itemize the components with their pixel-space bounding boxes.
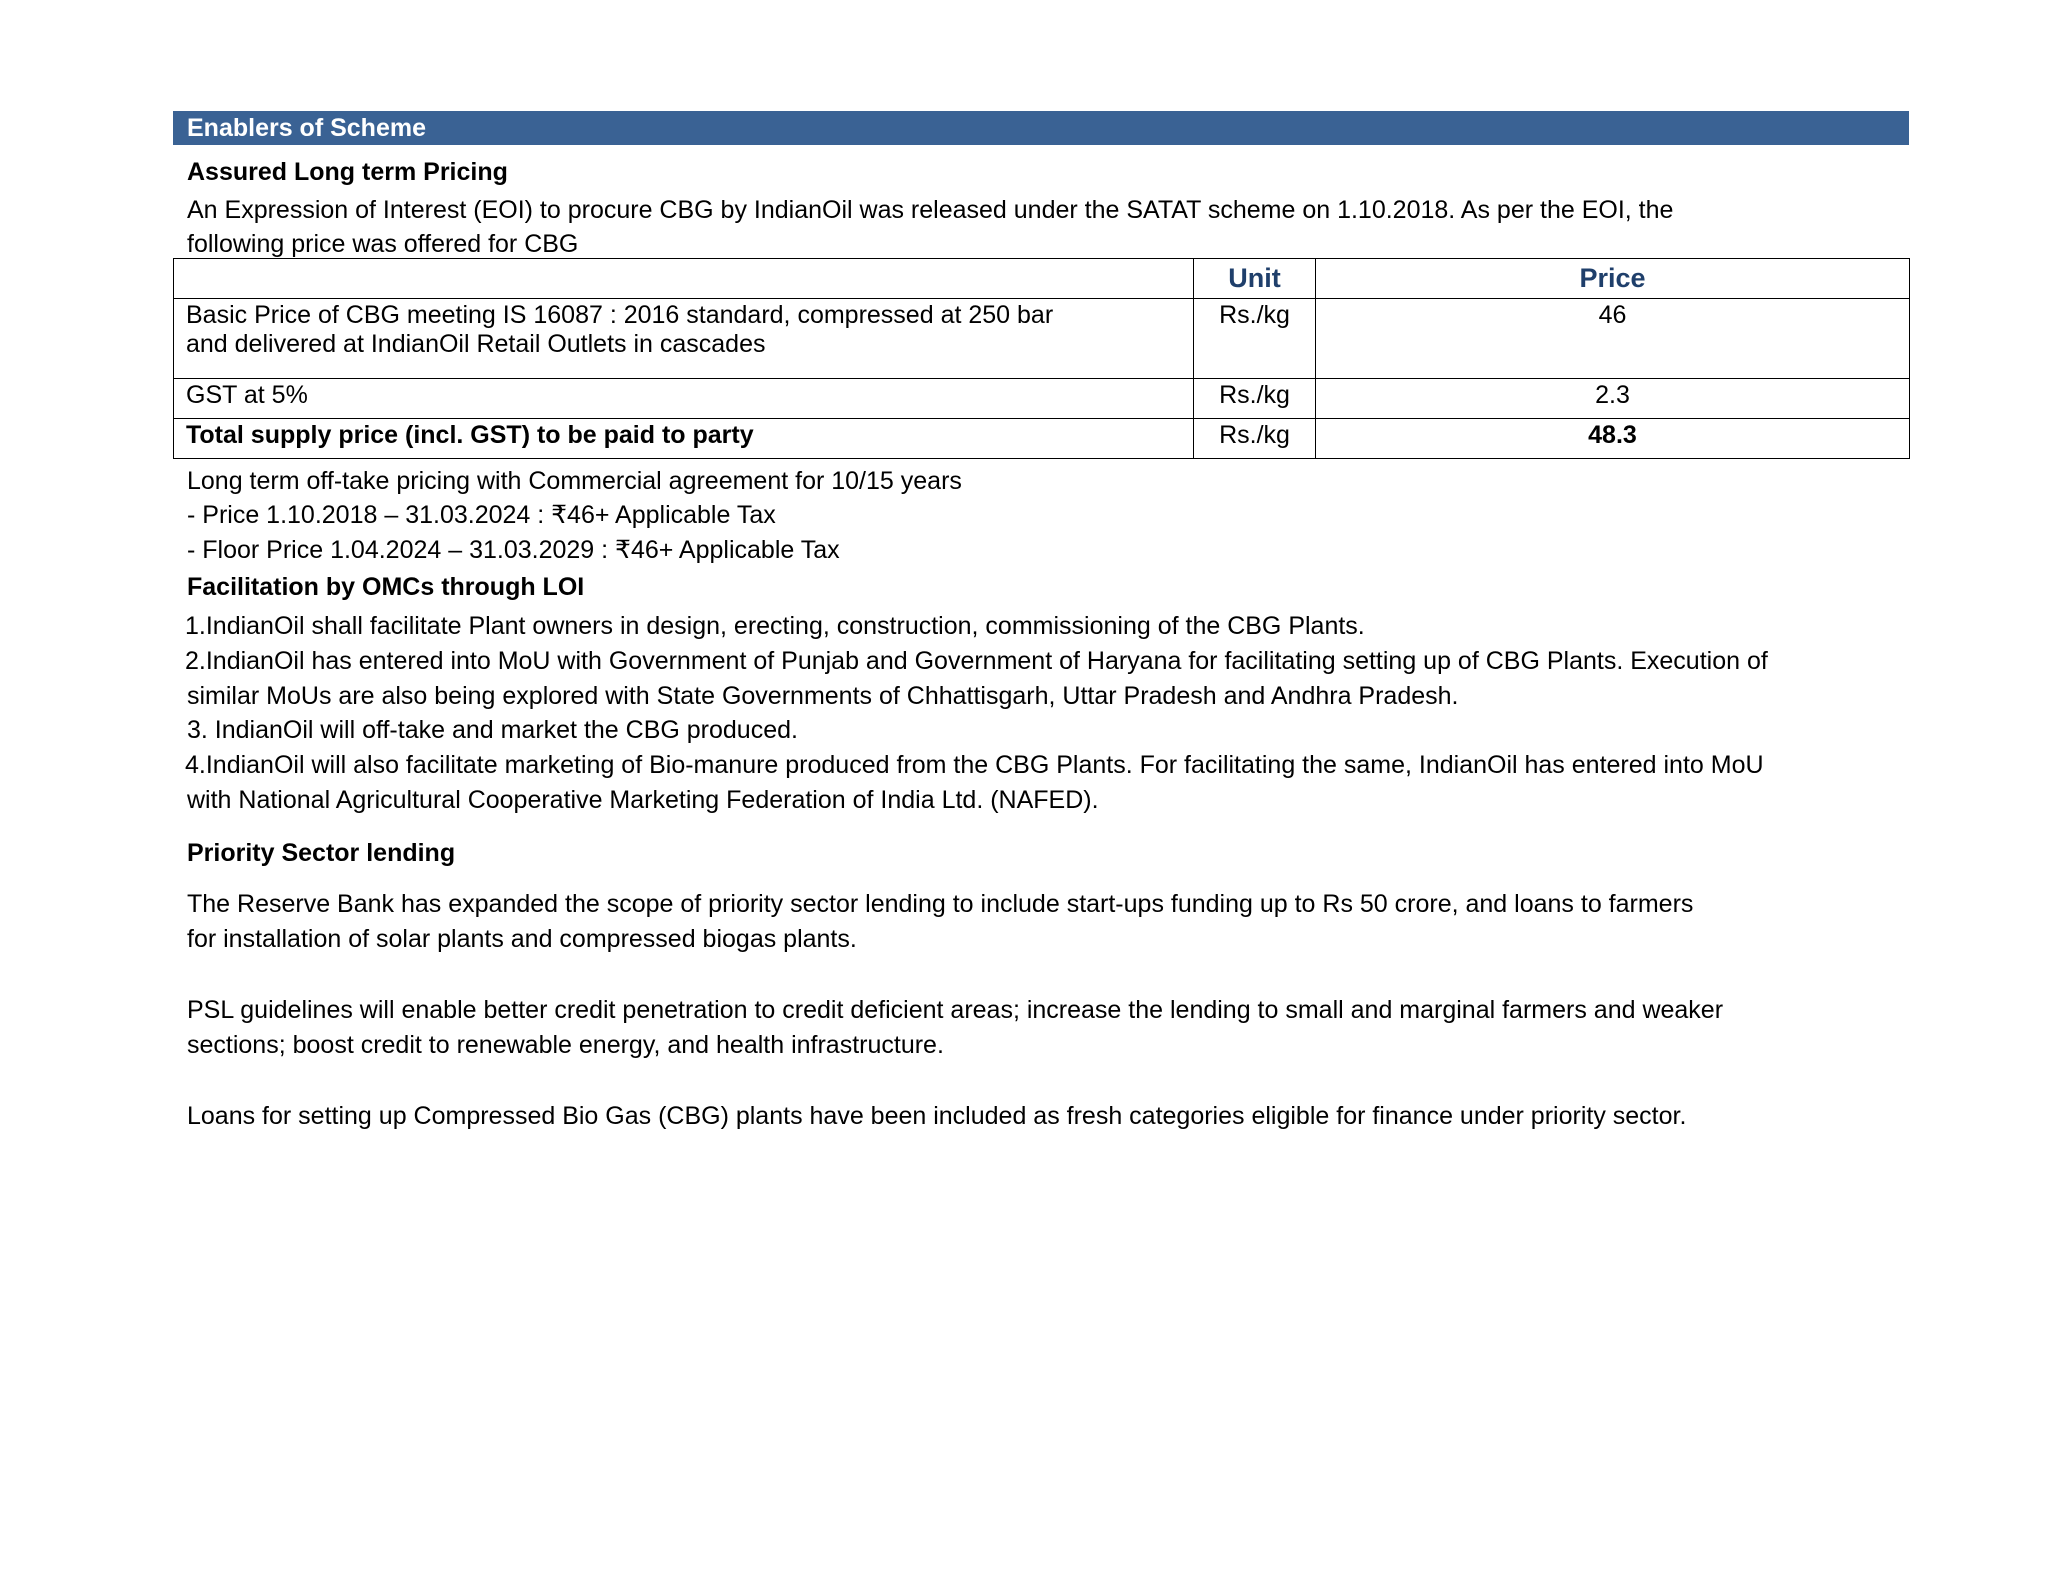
table-row: [174, 299, 1910, 378]
facilitation-item-4-line2: with National Agricultural Cooperative Marketing Federation of India Ltd. (NAFED).: [187, 786, 1099, 814]
pricing-intro-line1: An Expression of Interest (EOI) to procure CBG by IndianOil was released under the SATAT scheme on 1.10.2018. As per the EOI, the: [187, 196, 1674, 224]
table-cell-price: 2.3: [1316, 378, 1910, 418]
psl-para1-line2: for installation of solar plants and compressed biogas plants.: [187, 925, 857, 953]
offtake-line: Long term off-take pricing with Commercial agreement for 10/15 years: [187, 467, 962, 495]
facilitation-item-1: 1.IndianOil shall facilitate Plant owners in design, erecting, construction, commissioning of the CBG Plants.: [185, 612, 1365, 640]
psl-para1-line1: The Reserve Bank has expanded the scope of priority sector lending to include start-ups funding up to Rs 50 crore, and loans to farmers: [187, 890, 1694, 918]
table-cell-unit: Rs./kg: [1194, 378, 1316, 418]
table-cell-unit: Rs./kg: [1194, 418, 1316, 458]
price-period-line1: - Price 1.10.2018 – 31.03.2024 : ₹46+ Applicable Tax: [187, 501, 776, 529]
table-cell-price: 46: [1316, 299, 1910, 378]
table-cell-desc: [174, 299, 1194, 378]
table-cell-desc: Total supply price (incl. GST) to be paid to party: [174, 418, 1194, 458]
facilitation-item-2-line2: similar MoUs are also being explored with State Governments of Chhattisgarh, Uttar Pradesh and Andhra Pradesh.: [187, 682, 1459, 710]
facilitation-item-2-line1: 2.IndianOil has entered into MoU with Government of Punjab and Government of Haryana for facilitating setting up of CBG Plants. Execution of: [185, 647, 1768, 675]
psl-para3: Loans for setting up Compressed Bio Gas (CBG) plants have been included as fresh categories eligible for finance under priority sector.: [187, 1102, 1687, 1130]
pricing-intro-line2: following price was offered for CBG: [187, 230, 579, 258]
table-header-unit: Unit: [1194, 259, 1316, 299]
facilitation-item-3: 3. IndianOil will off-take and market the CBG produced.: [187, 716, 798, 744]
table-header-desc: [174, 259, 1194, 299]
facilitation-heading: Facilitation by OMCs through LOI: [187, 573, 585, 601]
basic-price-desc-line1: Basic Price of CBG meeting IS 16087 : 2016 standard, compressed at 250 bar: [186, 301, 1054, 330]
table-cell-unit: Rs./kg: [1194, 299, 1316, 378]
price-table: [173, 258, 1910, 459]
section-header-bar: [173, 111, 1909, 145]
table-header-row: [174, 259, 1910, 299]
basic-price-desc-line2: and delivered at IndianOil Retail Outlets in cascades: [186, 330, 766, 359]
table-cell-price: 48.3: [1316, 418, 1910, 458]
table-cell-desc: GST at 5%: [174, 378, 1194, 418]
psl-para2-line1: PSL guidelines will enable better credit penetration to credit deficient areas; increase the lending to small and marginal farmers and weaker: [187, 996, 1724, 1024]
psl-para2-line2: sections; boost credit to renewable energy, and health infrastructure.: [187, 1031, 944, 1059]
section-header-title: Enablers of Scheme: [187, 114, 426, 142]
psl-heading: Priority Sector lending: [187, 839, 456, 867]
table-row: [174, 418, 1910, 458]
table-header-price: Price: [1316, 259, 1910, 299]
pricing-heading: Assured Long term Pricing: [187, 158, 508, 186]
price-period-line2: - Floor Price 1.04.2024 – 31.03.2029 : ₹46+ Applicable Tax: [187, 536, 840, 564]
table-row: [174, 378, 1910, 418]
facilitation-item-4-line1: 4.IndianOil will also facilitate marketing of Bio-manure produced from the CBG Plants. For facilitating the same, IndianOil has entered into MoU: [185, 751, 1764, 779]
